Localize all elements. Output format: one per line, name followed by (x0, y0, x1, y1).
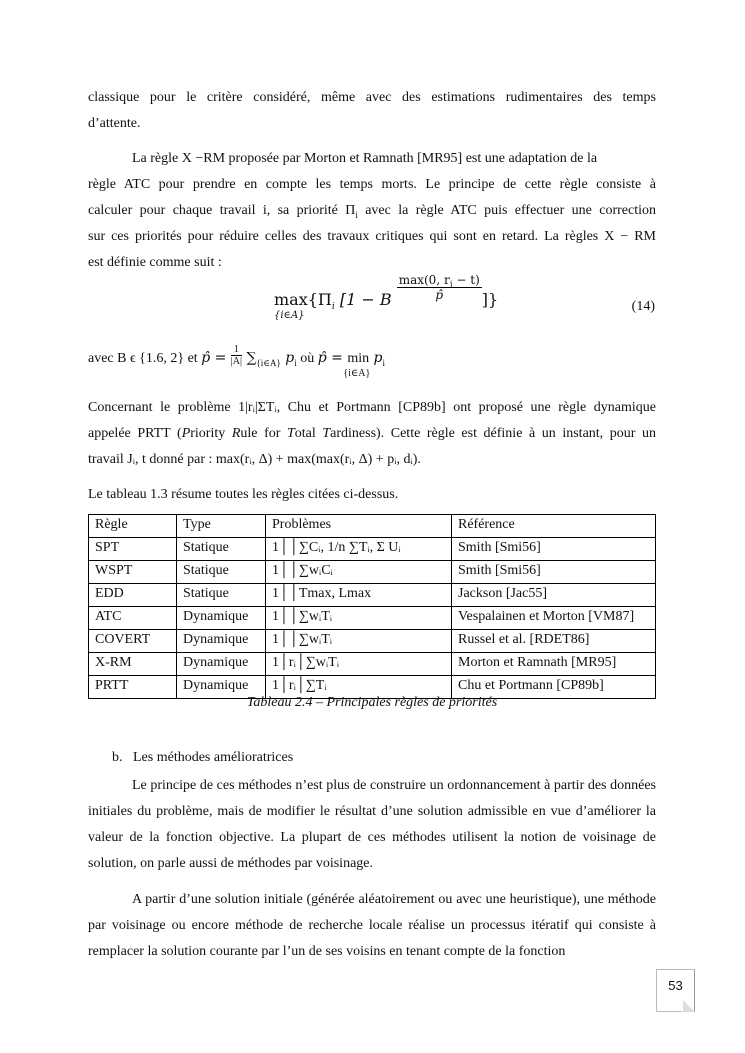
table-header-row (89, 515, 656, 538)
equation-14 (274, 273, 499, 321)
text-line: règle ATC pour prendre en compte les temps morts. Le principe de cette règle consiste à (88, 177, 656, 192)
subscript: {i∈A} (256, 357, 281, 368)
table-caption: Tableau 2.4 – Principales règles de priorités (246, 695, 498, 710)
table-cell: SPT (89, 538, 177, 561)
table-cell: Smith [Smi56] (452, 538, 656, 561)
fraction-numerator (397, 273, 482, 291)
subscript: i (449, 280, 453, 291)
max-label: max (274, 290, 308, 309)
min-operator (343, 347, 371, 379)
text-fragment: riority (190, 426, 232, 441)
table-cell: X-RM (89, 653, 177, 676)
header-cell: Problèmes (266, 515, 452, 538)
phat-symbol: p̂ = (317, 350, 348, 366)
equation-number: (14) (631, 299, 655, 314)
table-cell: Statique (177, 538, 266, 561)
table-cell: 1││∑wᵢTᵢ (266, 607, 452, 630)
table-cell: 1│rᵢ│∑Tᵢ (266, 676, 452, 699)
italic-letter: T (286, 426, 295, 441)
table-cell: Smith [Smi56] (452, 561, 656, 584)
table-cell: Morton et Ramnath [MR95] (452, 653, 656, 676)
table-cell: 1││Tmax, Lmax (266, 584, 452, 607)
header-cell: Référence (452, 515, 656, 538)
page-box-bottom-edge (656, 1011, 682, 1012)
sum-symbol: ∑ (242, 350, 257, 366)
paragraph-prtt (88, 395, 656, 473)
italic-letter: T (322, 426, 331, 441)
page-number: 53 (668, 978, 683, 993)
header-cell: Type (177, 515, 266, 538)
text-fragment: ule for (240, 426, 287, 441)
subscript: i (331, 302, 335, 313)
list-marker: b. (112, 750, 123, 765)
phat-symbol: p̂ = (201, 350, 231, 366)
text-fragment: où (296, 351, 318, 366)
paragraph-ameliorat: Le principe de ces méthodes n’est plus de construire un ordonnancement à partir des données initiales du problème, mais de modifier le résultat d’une solution admissible en vue d’améliorer la valeur de la fonction objective. La plupart de ces méthodes utilisent la notion de voisinage de solution, on parle aussi de méthodes par voisinage. (88, 778, 656, 871)
text-line: d’attente. (88, 116, 141, 131)
table-cell: 1││∑wᵢTᵢ (266, 630, 452, 653)
text-fragment: otal (294, 426, 323, 441)
equation-definition-line (88, 344, 656, 379)
table-cell: PRTT (89, 676, 177, 699)
small-fraction (231, 344, 242, 367)
subscript: i (294, 357, 297, 368)
table-row (89, 630, 656, 653)
table-cell: COVERT (89, 630, 177, 653)
section-title: Les méthodes amélioratrices (133, 750, 294, 765)
table-cell: Dynamique (177, 630, 266, 653)
text-line (88, 198, 656, 224)
table-cell: Dynamique (177, 653, 266, 676)
paragraph-continuation (88, 85, 656, 137)
table-row (89, 584, 656, 607)
text-line: Concernant le problème 1|rᵢ|ΣTᵢ, Chu et Portmann [CP89b] ont proposé une règle dynamique (88, 400, 656, 415)
min-subscript: {i∈A} (343, 368, 371, 379)
header-cell: Règle (89, 515, 177, 538)
subscript: i (382, 357, 386, 368)
table-cell: Dynamique (177, 676, 266, 699)
fraction-denominator: |A| (230, 356, 243, 368)
eq-fraction (397, 273, 482, 302)
table-cell: Vespalainen et Morton [VM87] (452, 607, 656, 630)
max-subscript: {i∈A} (274, 310, 305, 321)
text-fragment: ardiness). Cette règle est définie à un instant, pour un (330, 426, 656, 441)
table-cell: Russel et al. [RDET86] (452, 630, 656, 653)
table-cell: 1│rᵢ│∑wᵢTᵢ (266, 653, 452, 676)
table-cell: WSPT (89, 561, 177, 584)
eq-brace-close: ]} (481, 290, 499, 309)
text-line: est définie comme suit : (88, 255, 222, 270)
min-label: min (347, 351, 370, 366)
table-cell: Statique (177, 584, 266, 607)
text-fragment: avec la règle ATC puis effectuer une correction (357, 203, 656, 218)
table-intro: Le tableau 1.3 résume toutes les règles citées ci-dessus. (88, 487, 399, 502)
text-line: sur ces priorités pour réduire celles des travaux critiques qui sont en retard. La règles X − RM (88, 229, 656, 244)
text-line: classique pour le critère considéré, même avec des estimations rudimentaires des temps (88, 90, 656, 105)
fraction-numerator: 1 (231, 344, 242, 356)
table-cell: EDD (89, 584, 177, 607)
priority-rules-table (88, 514, 656, 699)
text-line: travail Jᵢ, t donné par : max(rᵢ, Δ) + max(max(rᵢ, Δ) + pᵢ, dᵢ). (88, 452, 421, 467)
table-cell: Dynamique (177, 607, 266, 630)
table-cell: ATC (89, 607, 177, 630)
fraction-denominator: p̂ (435, 288, 444, 302)
section-heading (112, 745, 612, 771)
italic-letter: P (181, 426, 191, 441)
table-cell: 1││∑Cᵢ, 1/n ∑Tᵢ, Σ Uᵢ (266, 538, 452, 561)
table-row (89, 561, 656, 584)
table-row (89, 607, 656, 630)
text-line: La règle X −RM proposée par Morton et Ramnath [MR95] est une adaptation de la (132, 151, 598, 166)
text-fragment: avec B ϵ {1.6, 2} et (88, 351, 202, 366)
paragraph-xrm-rule (88, 146, 656, 276)
table-row (89, 653, 656, 676)
text-fragment: calculer pour chaque travail i, sa priorité Π (88, 203, 356, 218)
eq-brace-open: {Π (307, 290, 332, 309)
paragraph-voisinage: A partir d’une solution initiale (générée aléatoirement ou avec une heuristique), une méthode par voisinage ou encore méthode de recherche locale réalise un processus itératif qui consiste à remplacer la solution courante par l’un de ses voisins en tenant compte de la fonction (88, 892, 656, 959)
math-var: p (280, 350, 295, 366)
page-number-box (656, 969, 695, 1012)
table-cell: Jackson [Jac55] (452, 584, 656, 607)
math-var: p (369, 350, 383, 366)
page-fold-corner (683, 1000, 695, 1012)
table-row (89, 538, 656, 561)
table-cell: 1││∑wᵢCᵢ (266, 561, 452, 584)
table-cell: Statique (177, 561, 266, 584)
italic-letter: R (231, 426, 241, 441)
numerator-text: max(0, r (398, 273, 450, 287)
table-cell: Chu et Portmann [CP89b] (452, 676, 656, 699)
eq-bracket: [1 − B (334, 290, 397, 309)
numerator-text: − t) (452, 273, 480, 287)
text-line (88, 421, 656, 447)
subscript: i (355, 209, 358, 220)
max-operator (274, 290, 308, 321)
text-fragment: appelée PRTT ( (88, 426, 182, 441)
